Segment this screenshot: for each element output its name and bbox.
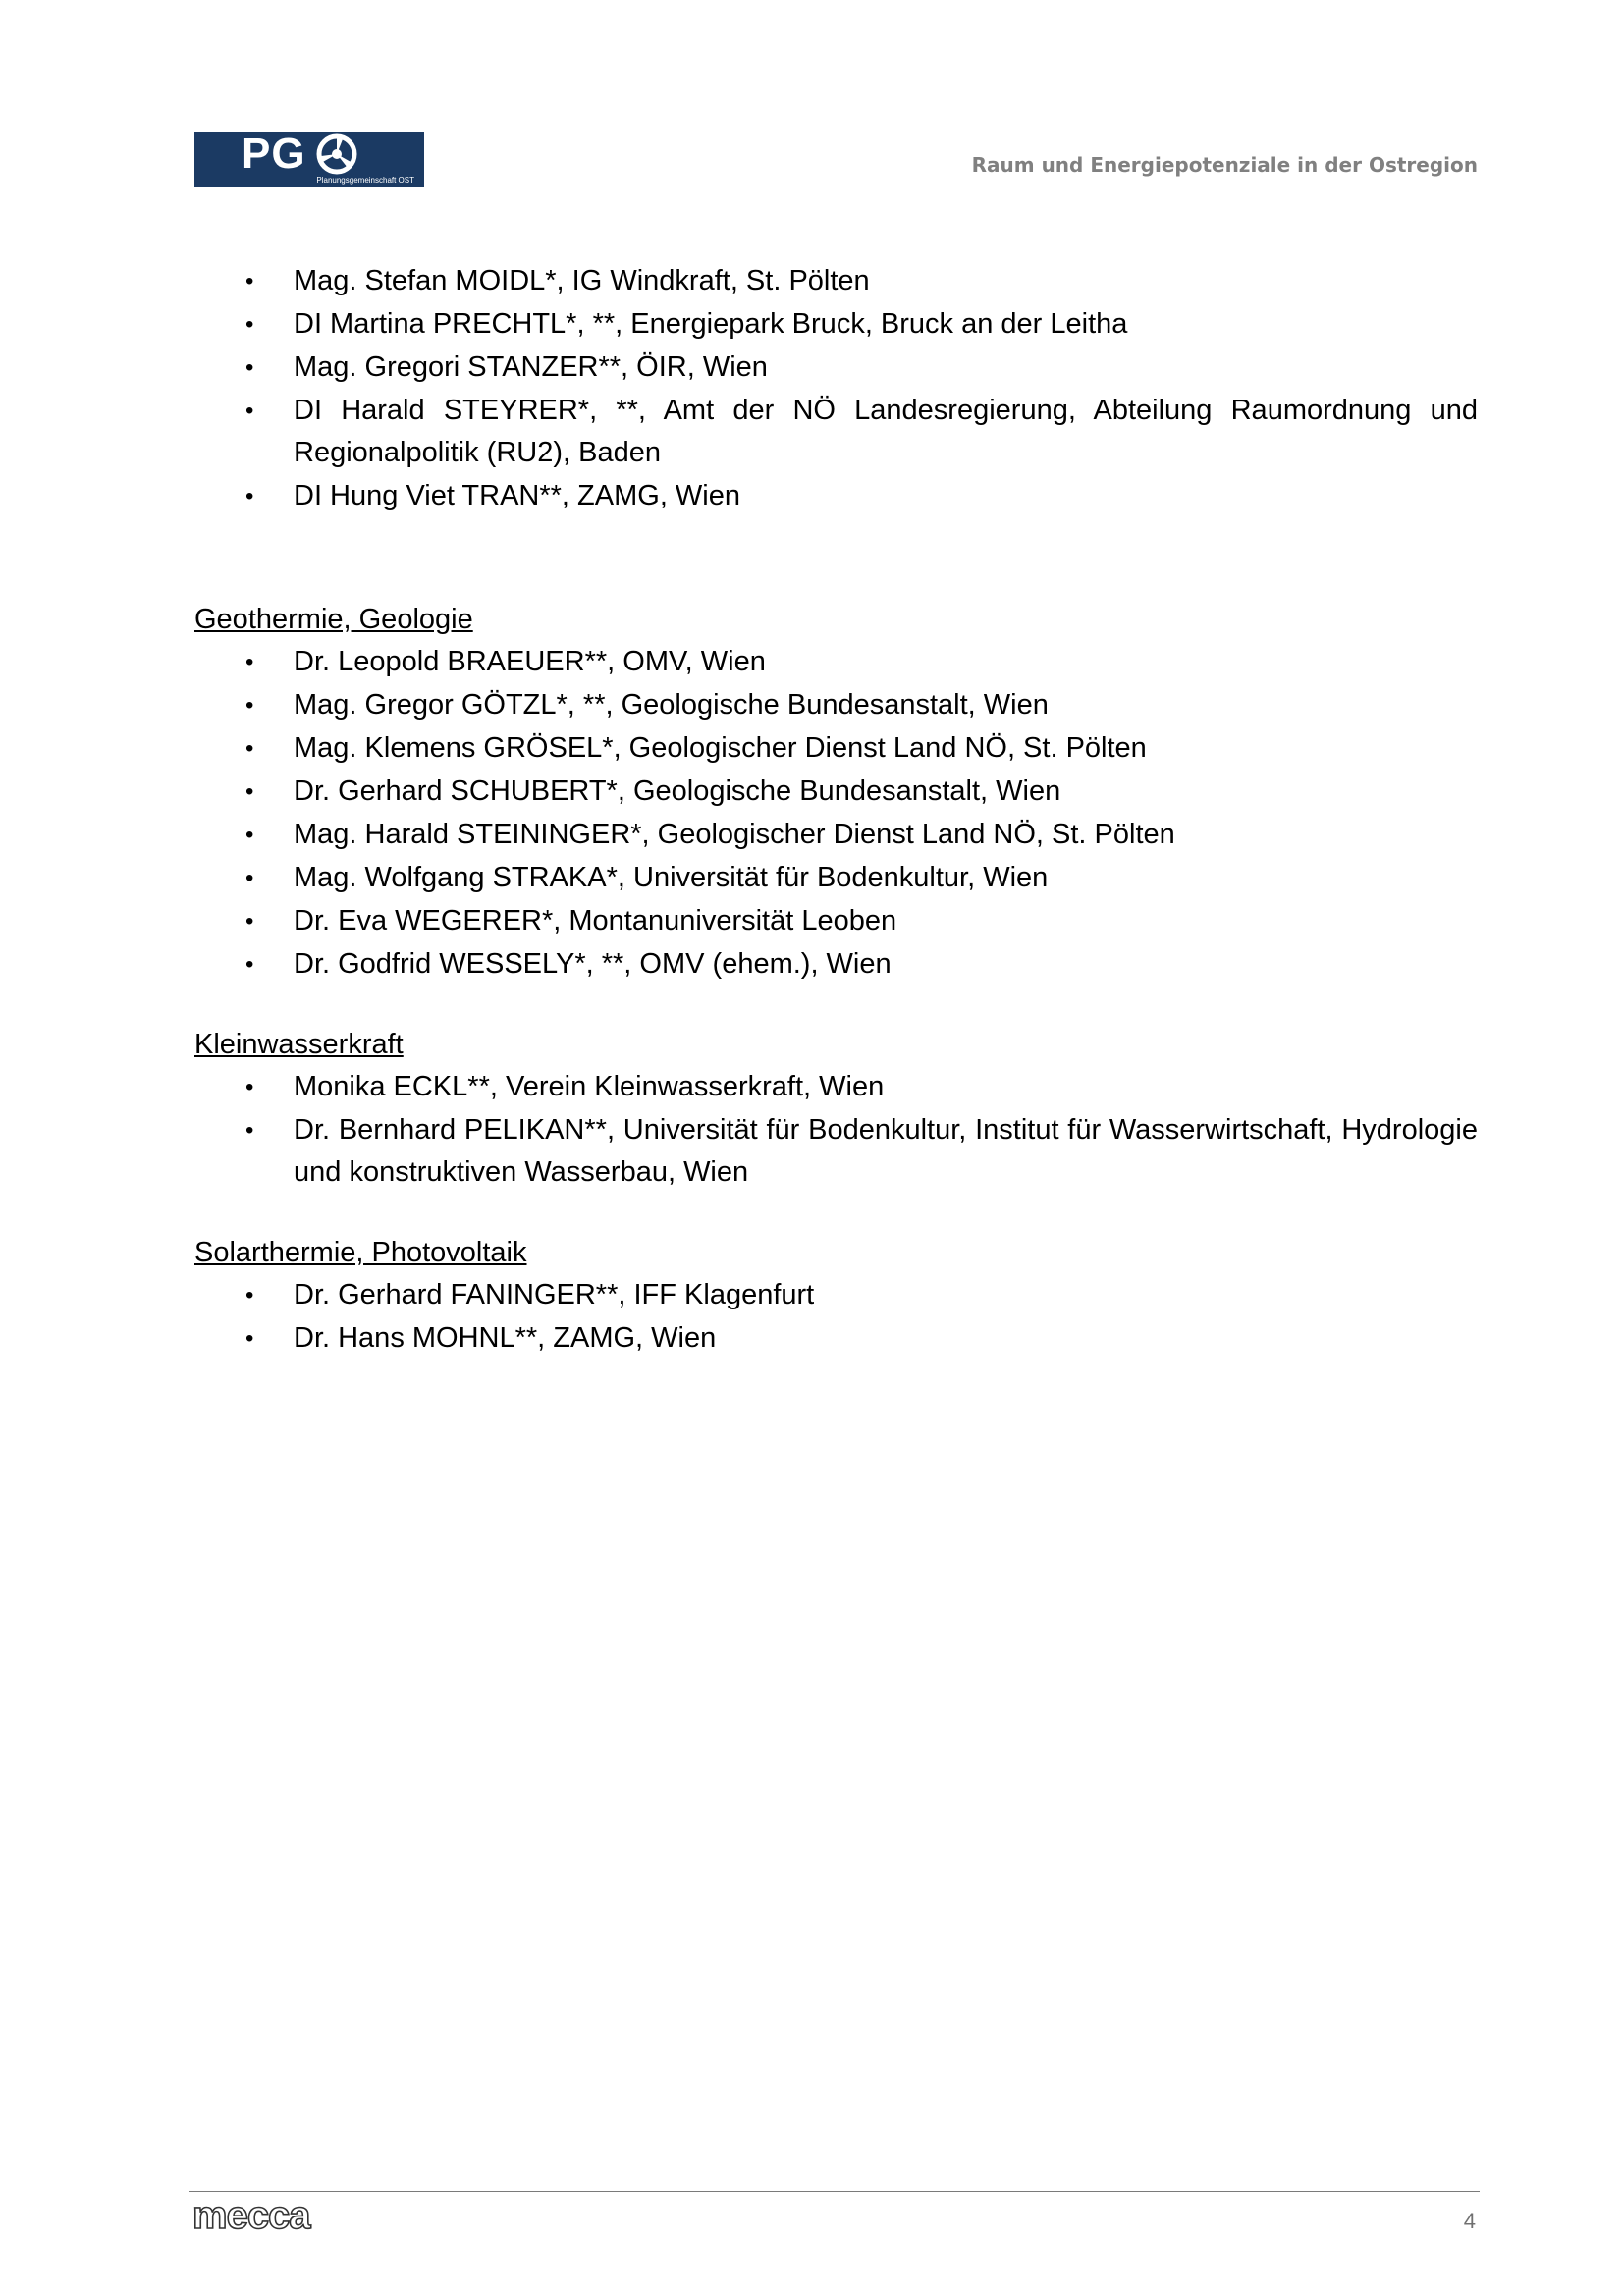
footer-divider [189,2191,1480,2192]
list-item: • Mag. Gregori STANZER**, ÖIR, Wien [194,347,1478,389]
bullet-icon: • [245,778,254,805]
bullet-icon: • [245,483,254,509]
bullet-icon: • [245,1074,254,1100]
solarthermie-list [194,1274,1478,1360]
bullet-icon: • [245,865,254,891]
bullet-icon: • [245,649,254,675]
logo-subtitle: Planungsgemeinschaft OST [316,176,414,185]
list-item: • DI Martina PRECHTL*, **, Energiepark Bruck, Bruck an der Leitha [194,303,1478,346]
list-item: • DI Harald STEYRER*, **, Amt der NÖ Landesregierung, Abteilung Raumordnung und Regionalpolitik (RU2), Baden [194,390,1478,474]
svg-text:mecca: mecca [192,2199,310,2237]
bullet-icon: • [245,311,254,338]
bullet-icon: • [245,735,254,762]
section-heading-geothermie: Geothermie, Geologie [194,604,473,635]
bullet-icon: • [245,951,254,978]
section-heading-solarthermie: Solarthermie, Photovoltaik [194,1237,527,1268]
list-item: • Dr. Gerhard SCHUBERT*, Geologische Bundesanstalt, Wien [194,771,1478,813]
list-item: • Mag. Klemens GRÖSEL*, Geologischer Dienst Land NÖ, St. Pölten [194,727,1478,770]
list-item: • DI Hung Viet TRAN**, ZAMG, Wien [194,475,1478,517]
bullet-icon: • [245,1117,254,1144]
pgo-logo [194,132,424,187]
list-item: • Mag. Harald STEININGER*, Geologischer Dienst Land NÖ, St. Pölten [194,814,1478,856]
list-item: • Dr. Hans MOHNL**, ZAMG, Wien [194,1317,1478,1360]
list-item: • Dr. Eva WEGERER*, Montanuniversität Leoben [194,900,1478,942]
list-item: • Dr. Gerhard FANINGER**, IFF Klagenfurt [194,1274,1478,1316]
bullet-icon: • [245,908,254,934]
kleinwasserkraft-list [194,1066,1478,1194]
geothermie-list [194,641,1478,986]
bullet-icon: • [245,268,254,294]
spacer [194,987,1478,1024]
spacer [194,518,1478,599]
spacer [194,1195,1478,1232]
list-item: • Mag. Stefan MOIDL*, IG Windkraft, St. Pölten [194,260,1478,302]
list-item: • Mag. Gregor GÖTZL*, **, Geologische Bundesanstalt, Wien [194,684,1478,726]
bullet-icon: • [245,354,254,381]
bullet-icon: • [245,398,254,424]
logo-letters: PG [242,132,306,178]
bullet-icon: • [245,1282,254,1308]
section-heading-kleinwasserkraft: Kleinwasserkraft [194,1029,404,1060]
page-number: 4 [1463,2209,1476,2233]
list-item: • Dr. Godfrid WESSELY*, **, OMV (ehem.), Wien [194,943,1478,986]
bullet-icon: • [245,1325,254,1352]
bullet-icon: • [245,822,254,848]
list-item: • Dr. Bernhard PELIKAN**, Universität für Bodenkultur, Institut für Wasserwirtschaft, Hydrologie und konstruktiven Wasserbau, Wien [194,1109,1478,1194]
document-header-title: Raum und Energiepotenziale in der Ostregion [971,153,1478,177]
list-item: • Dr. Leopold BRAEUER**, OMV, Wien [194,641,1478,683]
wheel-icon [316,133,357,175]
participant-list [194,260,1478,517]
list-item: • Mag. Wolfgang STRAKA*, Universität für Bodenkultur, Wien [194,857,1478,899]
list-item: • Monika ECKL**, Verein Kleinwasserkraft, Wien [194,1066,1478,1108]
mecca-logo [192,2199,369,2238]
document-body [194,260,1478,1361]
bullet-icon: • [245,692,254,719]
